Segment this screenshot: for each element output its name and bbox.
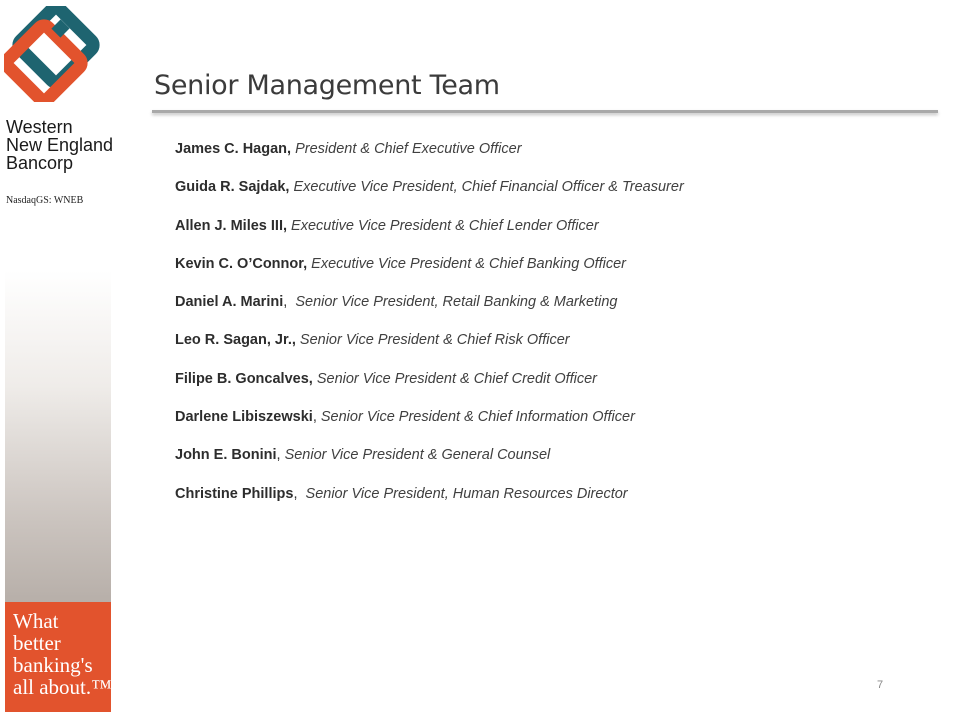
page-number: 7 <box>877 679 884 691</box>
team-member <box>175 141 684 179</box>
tagline-line: better <box>13 631 61 655</box>
company-name <box>6 118 113 172</box>
stock-ticker: NasdaqGS: WNEB <box>6 195 84 206</box>
member-title: Senior Vice President & Chief Risk Officer <box>299 332 570 349</box>
member-name: Allen J. Miles III, <box>175 217 288 234</box>
member-separator: , <box>293 485 306 502</box>
team-member <box>175 332 684 370</box>
team-member <box>175 371 684 409</box>
team-member <box>175 447 684 485</box>
member-name: Filipe B. Goncalves, <box>175 370 313 387</box>
member-name: John E. Bonini <box>175 447 277 464</box>
tagline-line: banking's <box>13 653 93 677</box>
member-name: Christine Phillips <box>175 485 294 502</box>
team-member <box>175 218 684 256</box>
team-member <box>175 486 684 524</box>
title-divider <box>152 110 938 113</box>
slide-title: Senior Management Team <box>154 70 500 101</box>
member-name: Guida R. Sajdak, <box>175 179 290 196</box>
member-name: Kevin C. O’Connor, <box>175 255 308 272</box>
team-list <box>175 141 684 524</box>
member-name: Darlene Libiszewski <box>175 409 313 426</box>
member-name: Leo R. Sagan, Jr., <box>175 332 296 349</box>
member-separator: , <box>283 294 296 311</box>
sidebar-gradient-panel <box>5 270 111 602</box>
member-separator: , <box>312 409 321 426</box>
tagline-line: all about.™ <box>13 675 112 699</box>
tagline-box <box>5 602 111 712</box>
member-title: Senior Vice President & Chief Credit Officer <box>316 370 598 387</box>
member-title: President & Chief Executive Officer <box>295 141 522 157</box>
team-member <box>175 256 684 294</box>
member-title: Senior Vice President & General Counsel <box>284 447 551 464</box>
company-name-line: Western <box>6 117 73 137</box>
diamond-knot-logo-icon <box>4 6 100 102</box>
member-title: Executive Vice President & Chief Banking Officer <box>311 255 627 272</box>
member-title: Senior Vice President & Chief Information Officer <box>320 409 635 426</box>
member-title: Executive Vice President, Chief Financial Officer & Treasurer <box>293 179 684 196</box>
member-name: James C. Hagan, <box>175 141 292 157</box>
team-member <box>175 294 684 332</box>
member-title: Senior Vice President, Retail Banking & Marketing <box>295 294 618 311</box>
team-member <box>175 179 684 217</box>
company-name-line: Bancorp <box>6 153 74 173</box>
member-name: Daniel A. Marini <box>175 294 284 311</box>
member-title: Senior Vice President, Human Resources Director <box>305 485 628 502</box>
tagline-line: What <box>13 609 59 633</box>
member-title: Executive Vice President & Chief Lender Officer <box>291 217 599 234</box>
team-member <box>175 409 684 447</box>
member-separator: , <box>276 447 285 464</box>
company-name-line: New England <box>6 135 114 155</box>
